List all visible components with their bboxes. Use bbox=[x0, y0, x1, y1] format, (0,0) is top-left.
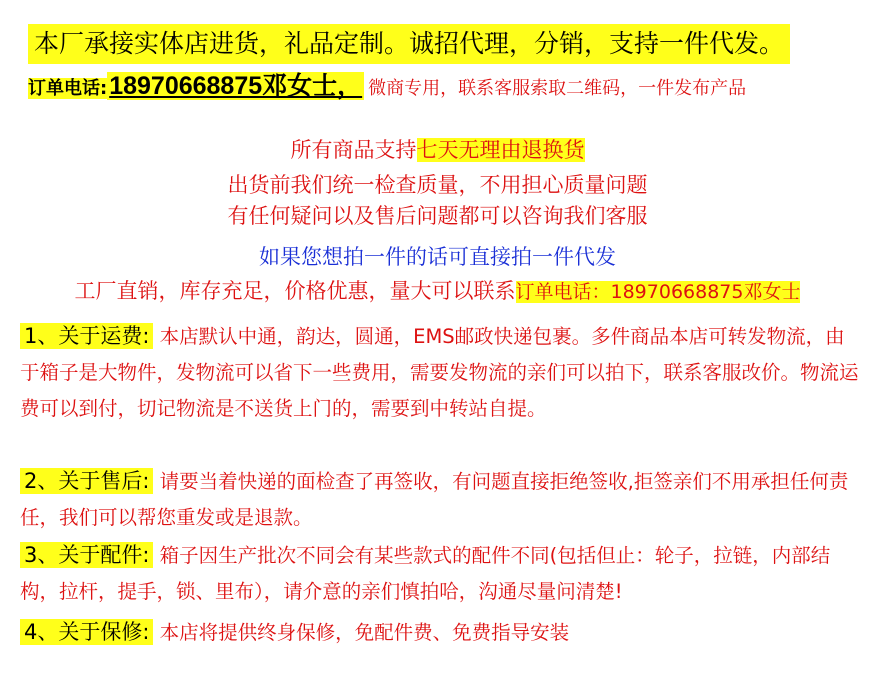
promise-line-4: 如果您想拍一件的话可直接拍一件代发 bbox=[259, 245, 616, 269]
promise-line-3: 有任何疑问以及售后问题都可以咨询我们客服 bbox=[227, 204, 648, 228]
promise-highlight: 七天无理由退换货 bbox=[416, 138, 585, 162]
section-accessories bbox=[20, 537, 862, 610]
section-title: 1、关于运费: bbox=[20, 323, 153, 349]
section-body: 请要当着快递的面检查了再签收，有问题直接拒绝签收,拒签亲们不用承担任何责任，我们可以帮您重发或是退款。 bbox=[20, 470, 849, 529]
section-after-sales bbox=[20, 463, 862, 536]
phone-note: 微商专用，联系客服索取二维码，一件发布产品 bbox=[368, 78, 747, 99]
section-title: 4、关于保修: bbox=[20, 619, 153, 645]
section-title: 2、关于售后: bbox=[20, 468, 153, 494]
section-warranty bbox=[20, 614, 862, 651]
phone-number: 18970668875邓女士， bbox=[109, 72, 363, 100]
header-intro: 本厂承接实体店进货，礼品定制。诚招代理，分销，支持一件代发。 bbox=[28, 24, 790, 64]
phone-label: 订单电话: bbox=[28, 78, 108, 99]
promise-prefix: 所有商品支持 bbox=[290, 138, 417, 162]
promise-line-5-phone: 订单电话：18970668875邓女士 bbox=[515, 281, 801, 303]
promise-line-5 bbox=[0, 274, 875, 308]
promise-line-5-text: 工厂直销，库存充足，价格优惠，量大可以联系 bbox=[74, 279, 516, 303]
section-body: 箱子因生产批次不同会有某些款式的配件不同(包括但止：轮子，拉链，内部结构，拉杆，提手，锁、里布），请介意的亲们慎拍哈，沟通尽量问清楚! bbox=[20, 544, 831, 603]
section-shipping bbox=[20, 318, 862, 427]
section-body: 本店将提供终身保修，免配件费、免费指导安装 bbox=[159, 621, 570, 644]
section-title: 3、关于配件: bbox=[20, 542, 153, 568]
promise-line-1 bbox=[0, 134, 875, 166]
section-body: 本店默认中通，韵达，圆通，EMS邮政快递包裹。多件商品本店可转发物流，由于箱子是大物件，发物流可以省下一些费用，需要发物流的亲们可以拍下，联系客服改价。物流运费可以到付，切记物流是不送货上门的，需要到中转站自提。 bbox=[20, 325, 859, 420]
promise-line-2: 出货前我们统一检查质量，不用担心质量问题 bbox=[227, 173, 648, 197]
header-contact bbox=[28, 68, 746, 104]
